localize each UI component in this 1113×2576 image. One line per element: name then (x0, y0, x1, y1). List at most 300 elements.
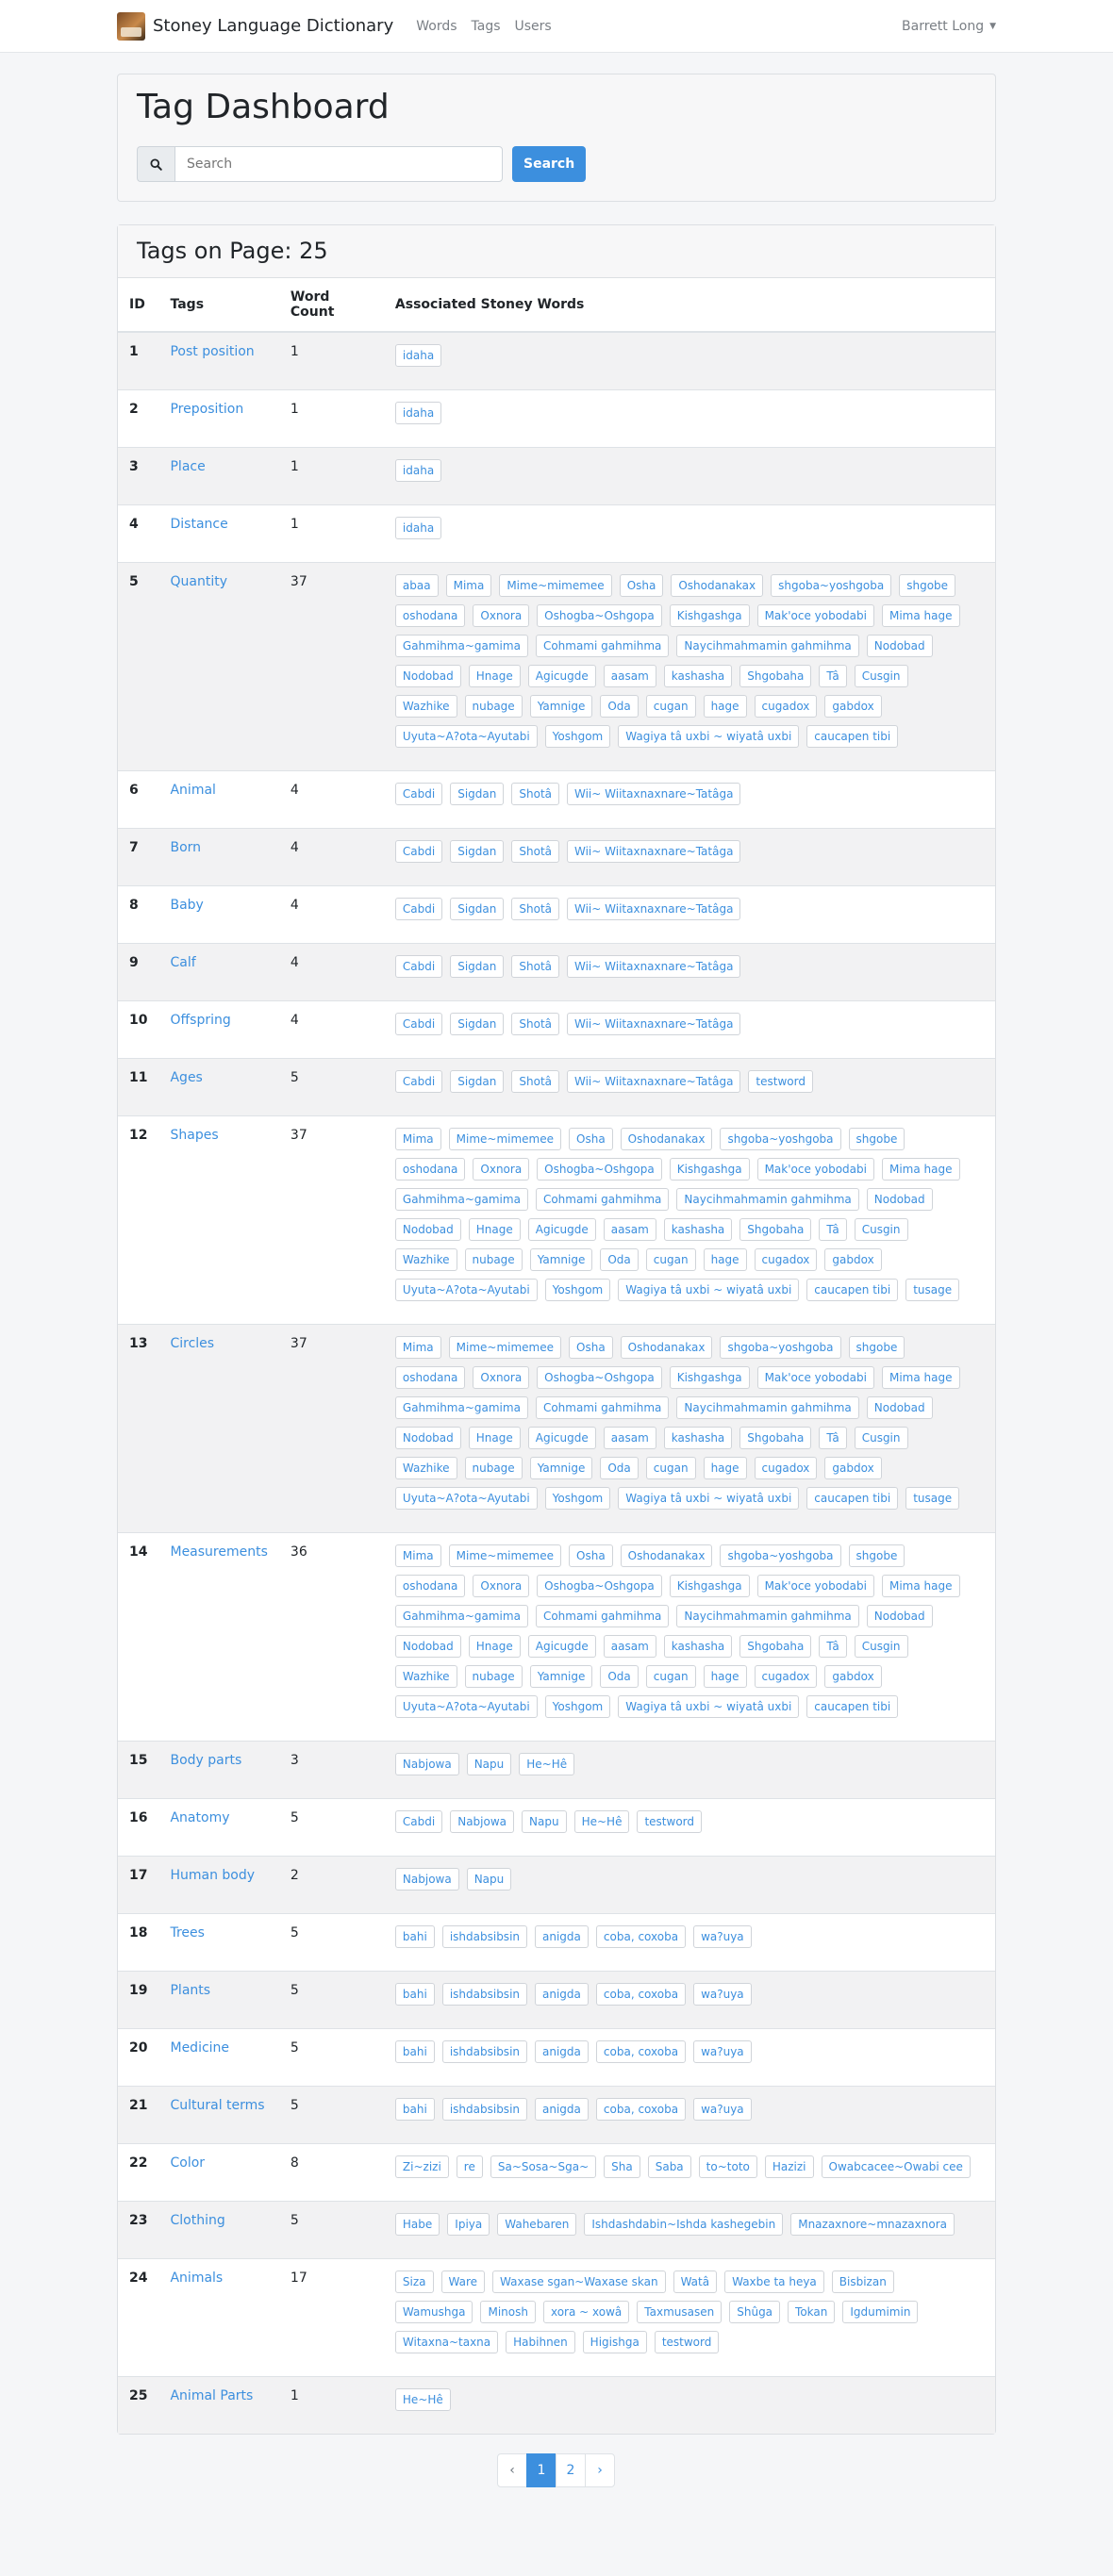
word-chip[interactable]: Yoshgom (545, 725, 611, 748)
word-chip[interactable]: Minosh (480, 2301, 536, 2323)
word-chip[interactable]: aasam (604, 665, 656, 687)
word-chip[interactable]: Osha (620, 574, 664, 597)
word-chip[interactable]: Mime~mimemee (449, 1544, 561, 1567)
word-chip[interactable]: testword (637, 1810, 702, 1833)
word-chip[interactable]: Igdumimin (842, 2301, 918, 2323)
word-chip[interactable]: Tokan (788, 2301, 835, 2323)
word-chip[interactable]: shgoba~yoshgoba (720, 1544, 840, 1567)
word-chip[interactable]: shgobe (849, 1128, 905, 1150)
word-chip[interactable]: Oshodanakax (671, 574, 763, 597)
table-header-row (118, 278, 995, 332)
word-chip[interactable]: Yoshgom (545, 1279, 611, 1301)
word-chip[interactable]: bahi (395, 2098, 435, 2121)
word-chip[interactable]: Wahebaren (497, 2213, 576, 2236)
word-chip[interactable]: Saba (648, 2155, 691, 2178)
word-chip[interactable]: Napu (467, 1868, 512, 1891)
word-chip[interactable]: Cohmami gahmihma (536, 635, 669, 657)
word-chip[interactable]: He~Hê (395, 2388, 451, 2411)
word-chip[interactable]: bahi (395, 2040, 435, 2063)
word-chip[interactable]: Uyuta~A?ota~Ayutabi (395, 1695, 538, 1718)
word-count: 1 (279, 505, 384, 563)
word-chip[interactable]: cugadox (755, 1665, 818, 1688)
word-chip[interactable]: Oda (600, 1665, 638, 1688)
tag-link[interactable]: Shapes (170, 1128, 219, 1143)
word-chip[interactable]: Oshodanakax (621, 1128, 713, 1150)
tag-link[interactable]: Animal Parts (170, 2388, 254, 2403)
word-chip[interactable]: abaa (395, 574, 439, 597)
word-chip[interactable]: Shgobaha (739, 1218, 811, 1241)
word-chip[interactable]: Waxbe ta heya (724, 2271, 824, 2293)
word-chip[interactable]: Naycihmahmamin gahmihma (676, 1396, 858, 1419)
word-chip[interactable]: Agicugde (528, 1427, 596, 1449)
tag-link[interactable]: Ages (170, 1070, 203, 1085)
word-chip[interactable]: aasam (604, 1427, 656, 1449)
word-chip[interactable]: Ipiya (447, 2213, 490, 2236)
word-chip[interactable]: Zi~zizi (395, 2155, 449, 2178)
word-chip[interactable]: kashasha (664, 665, 733, 687)
word-chip[interactable]: Oshodanakax (621, 1336, 713, 1359)
word-chip[interactable]: Cabdi (395, 1810, 442, 1833)
word-chip[interactable]: Oxnora (473, 1158, 529, 1181)
page-2-button[interactable]: 2 (556, 2453, 586, 2487)
word-chip[interactable]: Shgobaha (739, 665, 811, 687)
tag-link[interactable]: Animal (170, 783, 216, 798)
word-chip[interactable]: Napu (522, 1810, 567, 1833)
tag-link[interactable]: Baby (170, 898, 204, 913)
word-chip[interactable]: gabdox (824, 1248, 881, 1271)
word-chip[interactable]: Mnazaxnore~mnazaxnora (790, 2213, 955, 2236)
word-chip[interactable]: Cabdi (395, 783, 442, 805)
word-chip[interactable]: cugan (646, 1665, 696, 1688)
word-chip[interactable]: oshodana (395, 604, 465, 627)
tag-cell (158, 390, 278, 448)
word-chip[interactable]: oshodana (395, 1366, 465, 1389)
word-chip[interactable]: cugan (646, 1248, 696, 1271)
word-chip[interactable]: coba, coxoba (596, 1925, 686, 1948)
word-chip[interactable]: Mime~mimemee (499, 574, 611, 597)
word-chip[interactable]: Sa~Sosa~Sga~ (490, 2155, 596, 2178)
word-chip[interactable]: gabdox (824, 1457, 881, 1479)
word-chip[interactable]: Yoshgom (545, 1487, 611, 1510)
word-chip[interactable]: Mima (395, 1544, 441, 1567)
word-chip[interactable]: idaha (395, 459, 441, 482)
word-chip[interactable]: Tâ (819, 1218, 846, 1241)
word-chip[interactable]: wa?uya (693, 2040, 752, 2063)
word-chip[interactable]: Shgobaha (739, 1635, 811, 1658)
tag-link[interactable]: Plants (170, 1983, 211, 1998)
word-chip[interactable]: Shûga (729, 2301, 780, 2323)
word-chip[interactable]: Mime~mimemee (449, 1336, 561, 1359)
word-chip[interactable]: tusage (905, 1487, 959, 1510)
word-chip[interactable]: Shgobaha (739, 1427, 811, 1449)
word-chip[interactable]: Ware (441, 2271, 486, 2293)
word-chip[interactable]: Oshogba~Oshgopa (537, 1575, 662, 1597)
word-chip[interactable]: Wagiya tâ uxbi ~ wiyatâ uxbi (618, 1487, 799, 1510)
user-menu[interactable] (902, 19, 996, 34)
table-row (118, 2087, 995, 2144)
word-chip[interactable]: Oxnora (473, 604, 529, 627)
tag-link[interactable]: Medicine (170, 2040, 230, 2056)
word-chip[interactable]: Owabcacee~Owabi cee (822, 2155, 971, 2178)
word-chip-list (395, 955, 984, 989)
word-chip[interactable]: Yamnige (530, 1248, 593, 1271)
tag-link[interactable]: Clothing (170, 2213, 225, 2228)
word-chip[interactable]: nubage (465, 1457, 523, 1479)
word-chip[interactable]: testword (748, 1070, 813, 1093)
tag-cell (158, 2144, 278, 2202)
word-chip[interactable]: Kishgashga (670, 1575, 750, 1597)
word-chip[interactable]: xora ~ xowâ (543, 2301, 629, 2323)
word-chip[interactable]: Bisbizan (832, 2271, 894, 2293)
word-chip[interactable]: Wamushga (395, 2301, 473, 2323)
tag-link[interactable]: Post position (170, 344, 255, 359)
word-chip[interactable]: Hnage (469, 1635, 521, 1658)
word-chip[interactable]: Uyuta~A?ota~Ayutabi (395, 725, 538, 748)
word-chip[interactable]: Osha (569, 1336, 613, 1359)
word-chip[interactable]: ishdabsibsin (442, 1925, 527, 1948)
word-count: 5 (279, 1799, 384, 1857)
word-chip[interactable]: Cabdi (395, 898, 442, 920)
word-chip[interactable]: Shotâ (511, 1013, 559, 1035)
nav-link-tags[interactable]: Tags (471, 18, 501, 34)
word-chip[interactable]: Mima hage (882, 1366, 960, 1389)
word-chip[interactable]: Shotâ (511, 783, 559, 805)
word-chip[interactable]: Sigdan (450, 898, 504, 920)
word-chip[interactable]: Wii~ Wiitaxnaxnare~Tatâga (567, 1070, 740, 1093)
search-input[interactable] (174, 146, 503, 182)
word-chip[interactable]: wa?uya (693, 1925, 752, 1948)
word-chip[interactable]: nubage (465, 1665, 523, 1688)
word-chip[interactable]: Nodobad (867, 635, 933, 657)
word-chip[interactable]: Sigdan (450, 840, 504, 863)
word-chip[interactable]: wa?uya (693, 2098, 752, 2121)
word-chip[interactable]: Shotâ (511, 898, 559, 920)
word-chip[interactable]: Cabdi (395, 955, 442, 978)
word-chip[interactable]: Yamnige (530, 1665, 593, 1688)
word-chip[interactable]: Cohmami gahmihma (536, 1188, 669, 1211)
word-chip[interactable]: coba, coxoba (596, 2040, 686, 2063)
word-chip[interactable]: bahi (395, 1925, 435, 1948)
word-chip[interactable]: cugadox (755, 1248, 818, 1271)
tag-id: 23 (118, 2202, 158, 2259)
word-chip[interactable]: hage (704, 1457, 747, 1479)
word-chip[interactable]: Shotâ (511, 955, 559, 978)
tag-id: 10 (118, 1001, 158, 1059)
word-count: 2 (279, 1857, 384, 1914)
word-chip[interactable]: Mima hage (882, 1158, 960, 1181)
word-chip[interactable]: gabdox (824, 1665, 881, 1688)
word-chip[interactable]: ishdabsibsin (442, 1983, 527, 2006)
word-chip[interactable]: shgoba~yoshgoba (720, 1336, 840, 1359)
word-chip[interactable]: oshodana (395, 1575, 465, 1597)
word-chip[interactable]: Wii~ Wiitaxnaxnare~Tatâga (567, 840, 740, 863)
word-chip[interactable]: Nodobad (867, 1605, 933, 1627)
word-chip[interactable]: Habe (395, 2213, 440, 2236)
word-chip[interactable]: ishdabsibsin (442, 2040, 527, 2063)
word-chip[interactable]: Naycihmahmamin gahmihma (676, 1605, 858, 1627)
word-chip[interactable]: Witaxna~taxna (395, 2331, 498, 2353)
word-chip[interactable]: Yamnige (530, 695, 593, 718)
word-chip[interactable]: Cohmami gahmihma (536, 1396, 669, 1419)
word-chip[interactable]: Tâ (819, 1427, 846, 1449)
tag-id: 21 (118, 2087, 158, 2144)
word-chip[interactable]: Wii~ Wiitaxnaxnare~Tatâga (567, 898, 740, 920)
word-chip[interactable]: Mima (395, 1336, 441, 1359)
word-chip[interactable]: tusage (905, 1279, 959, 1301)
word-chip[interactable]: Mime~mimemee (449, 1128, 561, 1150)
tag-cell (158, 1742, 278, 1799)
word-chip[interactable]: shgoba~yoshgoba (771, 574, 891, 597)
word-chip[interactable]: Oshogba~Oshgopa (537, 1158, 662, 1181)
word-chip[interactable]: caucapen tibi (806, 1695, 898, 1718)
word-chip[interactable]: aasam (604, 1218, 656, 1241)
page-title: Tag Dashboard (137, 88, 390, 126)
word-chip[interactable]: Mima hage (882, 1575, 960, 1597)
word-chip[interactable]: Mak'oce yobodabi (757, 1575, 874, 1597)
tag-id: 16 (118, 1799, 158, 1857)
word-chip[interactable]: Cohmami gahmihma (536, 1605, 669, 1627)
word-chip[interactable]: bahi (395, 1983, 435, 2006)
word-chip[interactable]: Napu (467, 1753, 512, 1775)
word-chip[interactable]: Higishga (583, 2331, 647, 2353)
search-group (137, 146, 503, 182)
word-chip[interactable]: Sha (604, 2155, 640, 2178)
word-chip[interactable]: He~Hê (574, 1810, 630, 1833)
word-chip[interactable]: Mima (446, 574, 492, 597)
word-chip[interactable]: coba, coxoba (596, 1983, 686, 2006)
word-chip[interactable]: Nabjowa (395, 1868, 459, 1891)
word-chip[interactable]: Wagiya tâ uxbi ~ wiyatâ uxbi (618, 1695, 799, 1718)
word-chip[interactable]: Hnage (469, 1427, 521, 1449)
word-chip[interactable]: shgobe (899, 574, 955, 597)
word-chip[interactable]: Taxmusasen (637, 2301, 722, 2323)
word-chip[interactable]: gabdox (824, 695, 881, 718)
tag-link[interactable]: Place (170, 459, 206, 474)
word-chip[interactable]: Mak'oce yobodabi (757, 604, 874, 627)
word-chip[interactable]: idaha (395, 517, 441, 539)
word-chip[interactable]: Nodobad (395, 1635, 461, 1658)
word-chip[interactable]: caucapen tibi (806, 1279, 898, 1301)
word-chip[interactable]: shgoba~yoshgoba (720, 1128, 840, 1150)
word-chip[interactable]: shgobe (849, 1336, 905, 1359)
word-chip[interactable]: Sigdan (450, 1013, 504, 1035)
word-chip[interactable]: cugan (646, 695, 696, 718)
word-chip[interactable]: Waxase sgan~Waxase skan (492, 2271, 666, 2293)
word-chip[interactable]: re (457, 2155, 483, 2178)
associated-words-cell (384, 1799, 995, 1857)
word-chip[interactable]: Kishgashga (670, 1366, 750, 1389)
word-chip[interactable]: Cusgin (855, 1427, 908, 1449)
word-chip[interactable]: Uyuta~A?ota~Ayutabi (395, 1487, 538, 1510)
page-prev-button[interactable]: ‹ (497, 2453, 527, 2487)
tag-link[interactable]: Distance (170, 517, 228, 532)
word-chip[interactable]: Agicugde (528, 1635, 596, 1658)
word-chip[interactable]: hage (704, 1665, 747, 1688)
tag-id: 2 (118, 390, 158, 448)
word-chip[interactable]: hage (704, 1248, 747, 1271)
word-chip[interactable]: Nodobad (867, 1396, 933, 1419)
word-chip[interactable]: Oda (600, 1248, 638, 1271)
word-chip[interactable]: Wii~ Wiitaxnaxnare~Tatâga (567, 955, 740, 978)
word-chip[interactable]: Oshodanakax (621, 1544, 713, 1567)
tag-link[interactable]: Animals (170, 2271, 224, 2286)
word-chip[interactable]: Osha (569, 1544, 613, 1567)
word-chip[interactable]: caucapen tibi (806, 725, 898, 748)
word-chip[interactable]: Gahmihma~gamima (395, 1396, 528, 1419)
word-chip[interactable]: Mak'oce yobodabi (757, 1158, 874, 1181)
word-chip[interactable]: aasam (604, 1635, 656, 1658)
word-chip[interactable]: kashasha (664, 1427, 733, 1449)
word-chip[interactable]: Gahmihma~gamima (395, 1188, 528, 1211)
tag-link[interactable]: Offspring (170, 1013, 231, 1028)
word-chip[interactable]: kashasha (664, 1218, 733, 1241)
word-chip[interactable]: Oshogba~Oshgopa (537, 1366, 662, 1389)
word-chip[interactable]: Mima hage (882, 604, 960, 627)
word-chip[interactable]: Oxnora (473, 1575, 529, 1597)
nav-link-words[interactable]: Words (416, 18, 457, 34)
word-chip[interactable]: Shotâ (511, 1070, 559, 1093)
word-chip[interactable]: oshodana (395, 1158, 465, 1181)
word-chip[interactable]: Sigdan (450, 1070, 504, 1093)
word-chip[interactable]: Nabjowa (395, 1753, 459, 1775)
word-chip[interactable]: testword (655, 2331, 720, 2353)
tag-id: 7 (118, 829, 158, 886)
word-chip[interactable]: Wazhike (395, 695, 457, 718)
column-header-words: Associated Stoney Words (384, 278, 995, 332)
word-chip[interactable]: cugadox (755, 1457, 818, 1479)
tag-link[interactable]: Circles (170, 1336, 215, 1351)
word-chip[interactable]: Nabjowa (450, 1810, 514, 1833)
word-chip[interactable]: Oda (600, 695, 638, 718)
page-1-button[interactable]: 1 (526, 2453, 556, 2487)
word-chip[interactable]: wa?uya (693, 1983, 752, 2006)
word-chip[interactable]: Oxnora (473, 1366, 529, 1389)
word-chip[interactable]: Hazizi (765, 2155, 814, 2178)
user-name: Barrett Long (902, 18, 985, 34)
word-chip[interactable]: Nodobad (395, 1427, 461, 1449)
column-header-id: ID (118, 278, 158, 332)
word-chip[interactable]: anigda (535, 1983, 589, 2006)
word-chip[interactable]: Cabdi (395, 840, 442, 863)
word-chip[interactable]: ishdabsibsin (442, 2098, 527, 2121)
word-chip[interactable]: Wazhike (395, 1665, 457, 1688)
word-chip[interactable]: Tâ (819, 1635, 846, 1658)
word-chip[interactable]: Mima (395, 1128, 441, 1150)
word-chip[interactable]: cugan (646, 1457, 696, 1479)
associated-words-cell (384, 886, 995, 944)
word-chip[interactable]: Wazhike (395, 1248, 457, 1271)
word-chip[interactable]: Hnage (469, 1218, 521, 1241)
word-chip[interactable]: Sigdan (450, 955, 504, 978)
word-chip[interactable]: Naycihmahmamin gahmihma (676, 1188, 858, 1211)
word-chip[interactable]: Cabdi (395, 1013, 442, 1035)
word-chip[interactable]: nubage (465, 1248, 523, 1271)
word-chip[interactable]: Watâ (673, 2271, 718, 2293)
word-chip[interactable]: kashasha (664, 1635, 733, 1658)
word-chip[interactable]: Sigdan (450, 783, 504, 805)
word-chip[interactable]: Hnage (469, 665, 521, 687)
word-chip[interactable]: Oda (600, 1457, 638, 1479)
table-row (118, 2202, 995, 2259)
tag-link[interactable]: Born (170, 840, 202, 855)
word-chip[interactable]: He~Hê (519, 1753, 574, 1775)
tag-link[interactable]: Color (170, 2155, 206, 2171)
word-chip[interactable]: Agicugde (528, 1218, 596, 1241)
word-chip[interactable]: idaha (395, 402, 441, 424)
word-chip[interactable]: Gahmihma~gamima (395, 635, 528, 657)
table-row (118, 1857, 995, 1914)
word-chip[interactable]: anigda (535, 1925, 589, 1948)
tag-link[interactable]: Measurements (170, 1544, 268, 1560)
word-chip[interactable]: Cusgin (855, 1635, 908, 1658)
word-chip[interactable]: nubage (465, 695, 523, 718)
word-chip[interactable]: Cusgin (855, 665, 908, 687)
word-chip[interactable]: Nodobad (395, 1218, 461, 1241)
word-chip[interactable]: Naycihmahmamin gahmihma (676, 635, 858, 657)
word-chip[interactable]: cugadox (755, 695, 818, 718)
associated-words-cell (384, 1914, 995, 1972)
word-chip[interactable]: Agicugde (528, 665, 596, 687)
word-chip[interactable]: Oshogba~Oshgopa (537, 604, 662, 627)
tag-link[interactable]: Trees (170, 1925, 205, 1940)
word-chip[interactable]: Kishgashga (670, 604, 750, 627)
tag-link[interactable]: Cultural terms (170, 2098, 265, 2113)
word-chip[interactable]: Wii~ Wiitaxnaxnare~Tatâga (567, 783, 740, 805)
word-chip[interactable]: Gahmihma~gamima (395, 1605, 528, 1627)
word-chip[interactable]: caucapen tibi (806, 1487, 898, 1510)
word-chip[interactable]: coba, coxoba (596, 2098, 686, 2121)
tag-link[interactable]: Anatomy (170, 1810, 230, 1825)
tag-link[interactable]: Body parts (170, 1753, 242, 1768)
word-chip[interactable]: Kishgashga (670, 1158, 750, 1181)
word-chip[interactable]: anigda (535, 2040, 589, 2063)
word-chip[interactable]: Yoshgom (545, 1695, 611, 1718)
tag-link[interactable]: Calf (170, 955, 196, 970)
nav-link-users[interactable]: Users (514, 18, 552, 34)
search-button[interactable]: Search (512, 146, 586, 182)
tag-link[interactable]: Preposition (170, 402, 244, 417)
tag-link[interactable]: Human body (170, 1868, 256, 1883)
word-chip[interactable]: shgobe (849, 1544, 905, 1567)
word-chip[interactable]: Cusgin (855, 1218, 908, 1241)
word-chip[interactable]: Wagiya tâ uxbi ~ wiyatâ uxbi (618, 725, 799, 748)
word-chip[interactable]: Mak'oce yobodabi (757, 1366, 874, 1389)
word-chip[interactable]: Ishdashdabin~Ishda kashegebin (584, 2213, 783, 2236)
word-chip[interactable]: Uyuta~A?ota~Ayutabi (395, 1279, 538, 1301)
word-chip[interactable]: to~toto (699, 2155, 757, 2178)
word-chip[interactable]: Cabdi (395, 1070, 442, 1093)
tag-link[interactable]: Quantity (170, 574, 227, 589)
word-chip[interactable]: Siza (395, 2271, 434, 2293)
tag-cell (158, 829, 278, 886)
page-next-button[interactable]: › (585, 2453, 615, 2487)
word-chip[interactable]: Yamnige (530, 1457, 593, 1479)
word-chip-list (395, 344, 984, 378)
word-chip[interactable]: idaha (395, 344, 441, 367)
word-chip[interactable]: Nodobad (867, 1188, 933, 1211)
word-chip[interactable]: Tâ (819, 665, 846, 687)
word-chip[interactable]: Wagiya tâ uxbi ~ wiyatâ uxbi (618, 1279, 799, 1301)
word-chip[interactable]: Wii~ Wiitaxnaxnare~Tatâga (567, 1013, 740, 1035)
word-chip[interactable]: Nodobad (395, 665, 461, 687)
word-chip[interactable]: anigda (535, 2098, 589, 2121)
brand[interactable] (117, 12, 393, 41)
word-chip[interactable]: hage (704, 695, 747, 718)
word-chip[interactable]: Wazhike (395, 1457, 457, 1479)
word-chip[interactable]: Shotâ (511, 840, 559, 863)
word-chip[interactable]: Osha (569, 1128, 613, 1150)
word-chip[interactable]: Habihnen (506, 2331, 575, 2353)
